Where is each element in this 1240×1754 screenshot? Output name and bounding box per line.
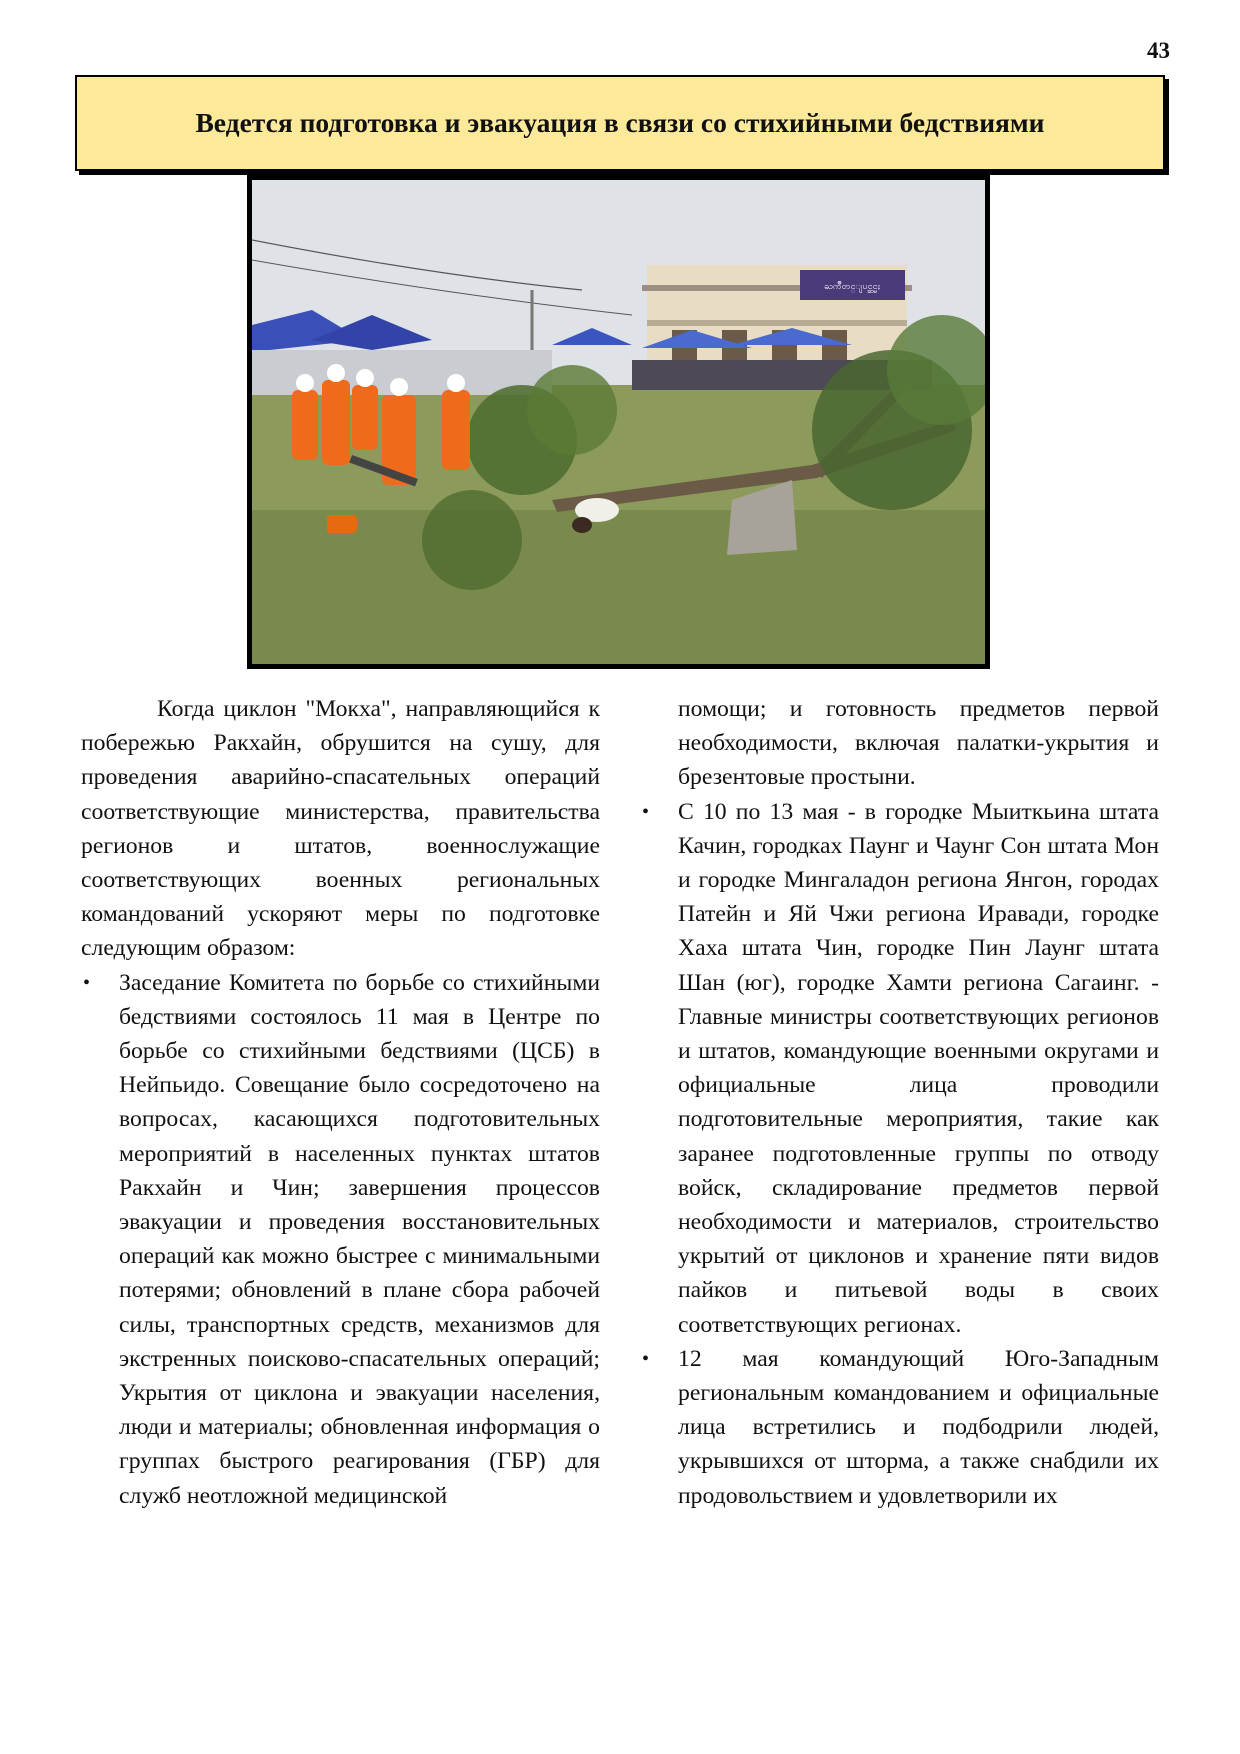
list-item <box>81 966 600 1513</box>
continuation-paragraph: помощи; и готовность предметов первой необходимости, включая палатки-укрытия и брезентовые простыни. <box>678 696 1159 791</box>
bullet-list-right <box>640 795 1159 1513</box>
list-item-text: С 10 по 13 мая - в городке Мыиткьина штата Качин, городках Паунг и Чаунг Сон штата Мон и городке Мингаладон региона Янгон, городах Патейн и Яй Чжи региона Иравади, городке Хаха штата Чин, городке Пин Лаунг штата Шан (юг), городке Хамти региона Сагаинг. - Главные министры соответствующих регионов и штатов, командующие военными округами и официальные лица проводили подготовительные мероприятия, такие как заранее подготовленные группы по отводу войск, складирование предметов первой необходимости и материалов, строительство укрытий от циклонов и хранение пяти видов пайков и питьевой воды в своих соответствующих регионах. <box>678 798 1159 1338</box>
bullet-icon: • <box>642 1347 650 1370</box>
bullet-icon: • <box>83 971 91 994</box>
list-item <box>640 1342 1159 1513</box>
left-column <box>81 692 600 1513</box>
page-number: 43 <box>1147 38 1170 63</box>
title-box <box>75 75 1165 171</box>
banner-text: ႀကိဳတင္ျပင္ဆင္မႈ <box>824 282 880 292</box>
bullet-icon: • <box>642 800 650 823</box>
bullet-list-left <box>81 966 600 1513</box>
page-title: Ведется подготовка и эвакуация в связи со стихийными бедствиями <box>195 107 1045 138</box>
right-column <box>640 692 1159 1513</box>
list-item-text: Заседание Комитета по борьбе со стихийными бедствиями состоялось 11 мая в Центре по борьбе со стихийными бедствиями (ЦСБ) в Нейпьидо. Совещание было сосредоточено на вопросах, касающихся подготовительных мероприятий в населенных пунктах штатов Ракхайн и Чин; завершения процессов эвакуации и проведения восстановительных операций как можно быстрее с минимальными потерями; обновлений в плане сбора рабочей силы, транспортных средств, механизмов для экстренных поисково-спасательных операций; Укрытия от циклона и эвакуации населения, люди и материалы; обновленная информация о группах быстрого реагирования (ГБР) для служб неотложной медицинской <box>119 969 600 1509</box>
list-item <box>640 795 1159 1342</box>
list-item-text: 12 мая командующий Юго-Западным региональным командованием и официальные лица встретились и подбодрили людей, укрывшихся от шторма, а также снабдили их продовольствием и удовлетворили их <box>678 1345 1159 1509</box>
photo-rescue-drill <box>247 175 990 669</box>
intro-paragraph: Когда циклон "Мокха", направляющийся к побережью Ракхайн, обрушится на сушу, для проведения аварийно-спасательных операций соответствующие министерства, правительства регионов и штатов, военнослужащие соответствующих военных региональных командований ускоряют меры по подготовке следующим образом: <box>81 696 600 962</box>
